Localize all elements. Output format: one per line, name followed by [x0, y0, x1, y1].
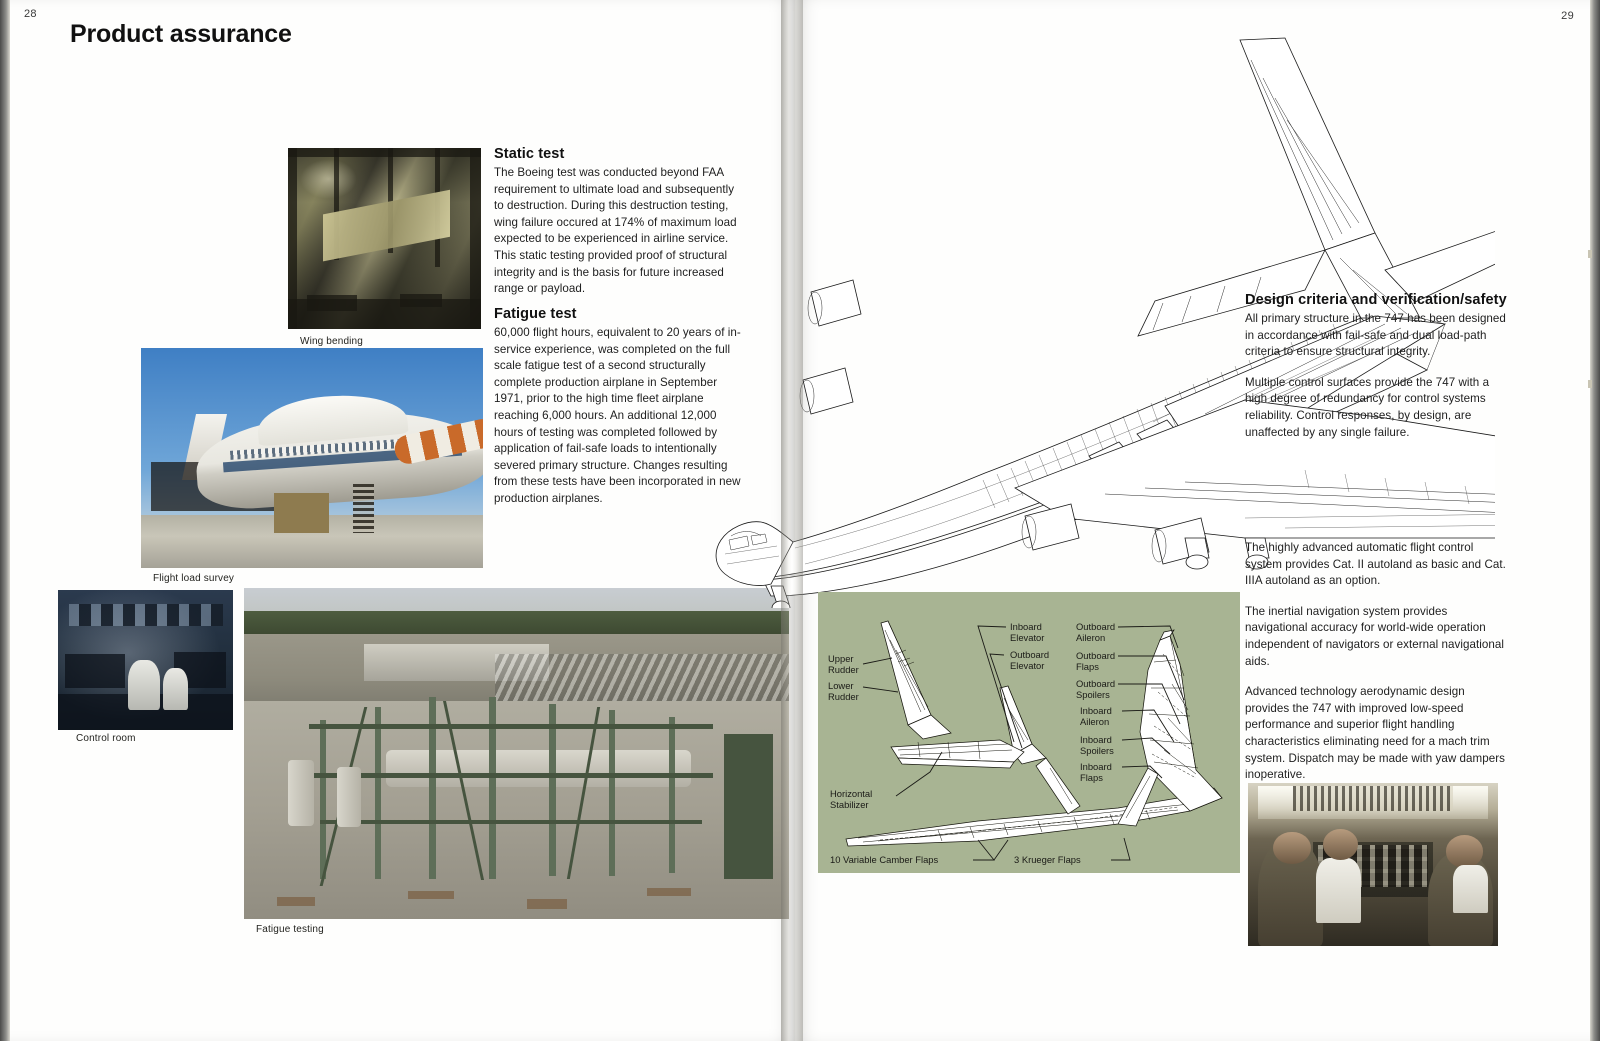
edge-tick-1 [1588, 250, 1592, 258]
design-criteria-heading: Design criteria and verification/safety [1245, 292, 1507, 308]
label-outboard-flaps-line1: Outboard [1076, 650, 1116, 661]
label-outboard-elevator-line1: Outboard [1010, 649, 1050, 660]
label-horizontal-stabilizer-line2: Stabilizer [830, 799, 869, 810]
label-lower-rudder-line1: Lower [828, 680, 854, 691]
book-gutter [781, 0, 803, 1041]
fatigue-test-heading: Fatigue test [494, 306, 577, 322]
systems-section [1245, 540, 1507, 784]
fatigue-test-body: 60,000 flight hours, equivalent to 20 years of in-service experience, was completed on the full scale fatigue test of a second structurally complete production airplane in September 1971, prior to the high time fleet airplane reaching 6,000 hours. An additional 12,000 hours of testing was completed followed by application of fail-safe loads to intentionally severed primary structure. Changes resulting from these tests have been incorporated in new production airplanes. [494, 326, 741, 505]
inertial-nav-paragraph: The inertial navigation system provides navigational accuracy for world-wide operation independent of navigators or external navigational aids. [1245, 604, 1505, 668]
label-outboard-aileron-line2: Aileron [1076, 632, 1106, 643]
flight-load-survey-photo [141, 348, 483, 568]
design-criteria-section [1245, 292, 1507, 441]
control-room-photo [58, 590, 233, 730]
fatigue-testing-caption: Fatigue testing [256, 924, 324, 935]
label-outboard-aileron-line1: Outboard [1076, 621, 1116, 632]
label-inboard-elevator-line2: Elevator [1010, 632, 1045, 643]
label-inboard-spoilers-line1: Inboard [1080, 734, 1112, 745]
flight-control-paragraph: The highly advanced automatic flight control system provides Cat. II autoland as basic and Cat. IIIA autoland as an option. [1245, 541, 1506, 588]
right-page [795, 0, 1590, 1041]
left-page-edge [0, 0, 10, 1041]
design-criteria-p2: Multiple control surfaces provide the 747 with a high degree of redundancy for control systems reliability. Control responses, by design, are unaffected by any single failure. [1245, 375, 1490, 439]
label-variable-camber-flaps: 10 Variable Camber Flaps [830, 854, 939, 865]
label-horizontal-stabilizer-line1: Horizontal [830, 788, 873, 799]
static-test-body: The Boeing test was conducted beyond FAA requirement to ultimate load and subsequently to destruction. During this destruction testing, wing failure occured at 174% of maximum load expected to be experienced in airline service. This static testing provided proof of structural integrity and is the basis for future increased range or payload. [494, 166, 737, 296]
fatigue-testing-photo [244, 588, 789, 919]
folio-left: 28 [24, 8, 37, 20]
label-outboard-elevator-line2: Elevator [1010, 660, 1045, 671]
page-title: Product assurance [70, 20, 292, 48]
label-krueger-flaps: 3 Krueger Flaps [1014, 854, 1081, 865]
label-outboard-spoilers-line1: Outboard [1076, 678, 1116, 689]
label-inboard-aileron-line2: Aileron [1080, 716, 1110, 727]
label-lower-rudder-line2: Rudder [828, 691, 859, 702]
wing-bending-photo [288, 148, 481, 329]
folio-right: 29 [1561, 10, 1574, 22]
label-inboard-aileron-line1: Inboard [1080, 705, 1112, 716]
control-surfaces-diagram [818, 592, 1240, 873]
label-inboard-elevator-line1: Inboard [1010, 621, 1042, 632]
label-inboard-flaps-line2: Flaps [1080, 772, 1103, 783]
flight-load-survey-caption: Flight load survey [153, 573, 235, 584]
aerodynamic-design-paragraph: Advanced technology aerodynamic design provides the 747 with improved low-speed performance and superior flight handling characteristics eliminating need for a mach trim system. Dispatch may be made with yaw dampers inoperative. [1245, 685, 1505, 782]
control-room-caption: Control room [76, 733, 136, 744]
flight-deck-photo [1248, 783, 1498, 946]
label-upper-rudder-line2: Rudder [828, 664, 859, 675]
label-upper-rudder-line1: Upper [828, 653, 854, 664]
wing-bending-caption: Wing bending [300, 336, 363, 347]
label-outboard-spoilers-line2: Spoilers [1076, 689, 1110, 700]
edge-tick-2 [1588, 380, 1592, 388]
design-criteria-p1: All primary structure in the 747 has been designed in accordance with fail-safe and dual load-path criteria to ensure structural integrity. [1245, 312, 1506, 359]
label-outboard-flaps-line2: Flaps [1076, 661, 1099, 672]
left-page [10, 0, 795, 1041]
static-test-heading: Static test [494, 146, 565, 162]
right-page-edge [1590, 0, 1600, 1041]
label-inboard-flaps-line1: Inboard [1080, 761, 1112, 772]
label-inboard-spoilers-line2: Spoilers [1080, 745, 1114, 756]
